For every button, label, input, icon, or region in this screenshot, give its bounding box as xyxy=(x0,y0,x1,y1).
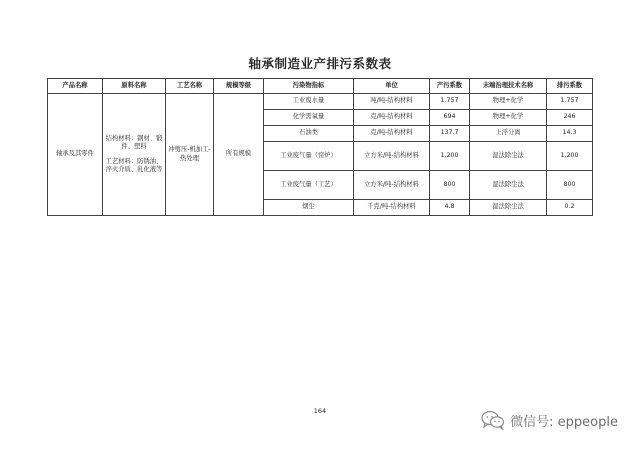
wechat-watermark xyxy=(481,410,618,430)
header-discharge-coefficient: 排污系数 xyxy=(547,79,593,94)
table-row xyxy=(48,94,593,110)
discharge-cell: 0.2 xyxy=(547,200,593,216)
pollutant-cell: 工业废气量（工艺） xyxy=(264,171,354,200)
generation-cell: 1,200 xyxy=(430,142,470,171)
pollutant-cell: 工业废水量 xyxy=(264,94,354,110)
pollutant-cell: 化学需氧量 xyxy=(264,110,354,126)
unit-cell: 立方米/吨-结构材料 xyxy=(354,171,430,200)
header-scale: 规模等级 xyxy=(214,79,264,94)
header-treatment-technology: 末端治理技术名称 xyxy=(470,79,547,94)
page-title: 轴承制造业产排污系数表 xyxy=(248,56,392,71)
technology-cell: 物理+化学 xyxy=(470,94,547,110)
unit-cell: 立方米/吨-结构材料 xyxy=(354,142,430,171)
generation-cell: 694 xyxy=(430,110,470,126)
technology-cell: 物理+化学 xyxy=(470,110,547,126)
generation-cell: 137.7 xyxy=(430,126,470,142)
page-number: 164 xyxy=(313,407,327,415)
material-cell xyxy=(103,94,166,216)
unit-cell: 千克/吨-结构材料 xyxy=(354,200,430,216)
discharge-cell: 1,200 xyxy=(547,142,593,171)
emission-coefficient-table xyxy=(47,78,593,216)
discharge-cell: 246 xyxy=(547,110,593,126)
discharge-cell: 14.3 xyxy=(547,126,593,142)
discharge-cell: 1.757 xyxy=(547,94,593,110)
discharge-cell: 800 xyxy=(547,171,593,200)
pollutant-cell: 工业废气量（窑炉） xyxy=(264,142,354,171)
table-header-row xyxy=(48,79,593,94)
unit-cell: 克/吨-结构材料 xyxy=(354,126,430,142)
process-cell: 冲剪压-机加工-热处理 xyxy=(166,94,214,216)
scale-cell: 所有规模 xyxy=(214,94,264,216)
header-material: 原料名称 xyxy=(103,79,166,94)
pollutant-cell: 石油类 xyxy=(264,126,354,142)
technology-cell: 湿法除尘法 xyxy=(470,171,547,200)
watermark-text: 微信号: eppeople xyxy=(510,414,618,430)
header-process: 工艺名称 xyxy=(166,79,214,94)
generation-cell: 4.8 xyxy=(430,200,470,216)
unit-cell: 吨/吨-结构材料 xyxy=(354,94,430,110)
technology-cell: 上浮分离 xyxy=(470,126,547,142)
header-unit: 单位 xyxy=(354,79,430,94)
technology-cell: 湿法除尘法 xyxy=(470,142,547,171)
generation-cell: 1.757 xyxy=(430,94,470,110)
material-process: 工艺材料：防锈油、淬火介质、乳化液等 xyxy=(105,157,163,173)
wechat-icon xyxy=(481,410,505,430)
header-generation-coefficient: 产污系数 xyxy=(430,79,470,94)
unit-cell: 克/吨-结构材料 xyxy=(354,110,430,126)
generation-cell: 800 xyxy=(430,171,470,200)
pollutant-cell: 烟尘 xyxy=(264,200,354,216)
header-product: 产品名称 xyxy=(48,79,103,94)
header-pollutant: 污染物指标 xyxy=(264,79,354,94)
product-cell: 轴承及其零件 xyxy=(48,94,103,216)
technology-cell: 湿法除尘法 xyxy=(470,200,547,216)
material-structural: 结构材料：钢材、锻件、塑料 xyxy=(105,134,163,150)
